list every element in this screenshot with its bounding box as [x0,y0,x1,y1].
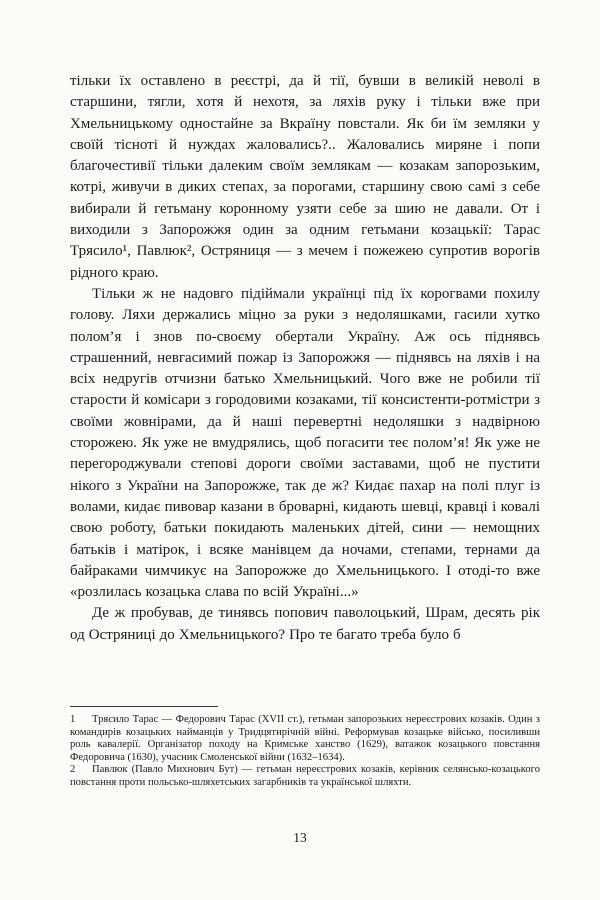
paragraph: Тільки ж не надовго підіймали українці під їх корогвами похилу голову. Ляхи держались міцно за руки з недоляшками, гасили хутко полом’я і знов по-своєму обертали Україну. Аж ось піднявсь страшенний, невгасимий пожар із Запорожжя — піднявсь на ляхів і на всіх недругів отчизни батько Хмельницький. Чого вже не робили тії старости й комісари з городовими козаками, тії консистенти-ротмістри з своїми жовнірами, да й наші перевертні недоляшки з надвірною сторожею. Як уже не вмудрялись, щоб погасити теє полом’я! Як уже не перегороджували степові дороги своїми заставами, щоб не пустити нікого з України на Запорожже, так де ж? Кидає пахар на полі плуг із волами, кидає пивовар казани в броварні, кидають шевці, кравці і ковалі свою роботу, батьки покидають маленьких дітей, сини — немощних батьків і матірок, і всяке манівцем да ночами, степами, тернами да байраками чимчикує на Запорожже до Хмельницького. І отоді-то вже «розлилась козацька слава по всій Україні...» [70,285,540,601]
footnote-separator [70,706,218,707]
footnote-number: 2 [70,764,76,776]
footnote [70,714,540,764]
footnote-number: 1 [70,714,76,725]
paragraph: Де ж пробував, де тинявсь попович паволоцький, Шрам, десять рік од Остряниці до Хмельницького? Про те багато треба було б [70,605,540,643]
page-number: 13 [293,830,307,845]
paragraph: тільки їх оставлено в реєстрі, да й тії, бувши в великій неволі в старшини, тягли, хотя й нехотя, за ляхів руку і тільки вже при Хмельницькому одностайне за Вкраїну повстали. Як би їм земляки у своїй тісноті й нуждах жаловались?.. Жаловались миряне і попи благочестивії тільки далеким своїм землякам — козакам запорозьким, котрі, живучи в диких степах, за порогами, старшину свою самі з себе вибирали й гетьману коронному узяти себе за шию не давали. От і виходили з Запорожжя один за одним гетьмани козацькії: Тарас Трясило¹, Павлюк², Остряниця — з мечем і пожежею супротив ворогів рідного краю. [70,73,540,281]
footnotes-section [70,706,540,790]
main-text-block [70,71,540,646]
footnote [70,764,540,789]
footnote-text: Павлюк (Павло Михнович Бут) — гетьман нереєстрових козаків, керівник селянсько-козацького повстання проти польсько-шляхетських загарбників та української шляхти. [70,764,540,788]
footnote-text: Трясило Тарас — Федорович Тарас (XVII ст.), гетьман запорозьких нереєстрових козаків. Один з командирів козацьких найманців у Тридцятирічній війні. Реформував козацьке військо, посиливши роль кавалерії. Організатор походу на Кримське ханство (1629), ватажок козацького повстання Федоровича (1630), учасник Смоленської війни (1632–1634). [70,714,540,763]
